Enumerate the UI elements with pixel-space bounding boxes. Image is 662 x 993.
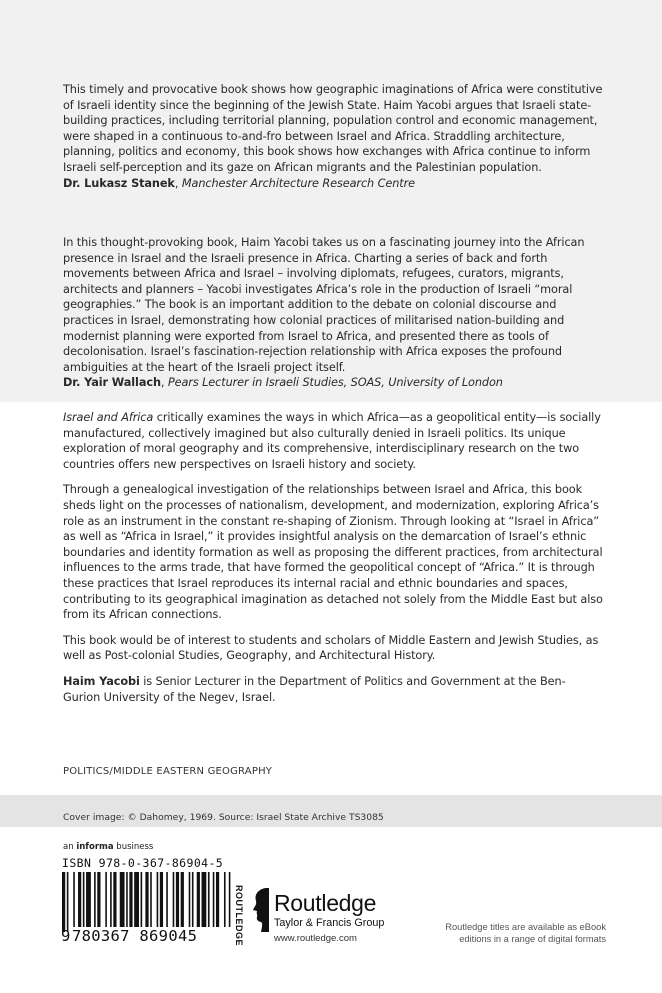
publisher-group: Taylor & Francis Group — [274, 917, 385, 929]
barcode-first-digit: 9 — [61, 927, 71, 945]
cover-credit: Cover image: © Dahomey, 1969. Source: Israel State Archive TS3085 — [63, 812, 384, 823]
description-paragraph-2: Through a genealogical investigation of the relationships between Israel and Africa, this book sheds light on the processes of nationalism, development, and modernization, exploring Africa’s role as an instrument in the constant re-shaping of Zionism. Through looking at “Israel in Africa” as well as “Africa in Israel,” it provides insightful analysis on the demarcation of Israel’s ethnic boundaries and identity formation as well as proposing the different practices, from architectural influences to the arms trade, that have formed the geopolitical concept of “Africa.” It is through these practices that Israel reproduces its internal racial and ethnic boundaries and spaces, contributing to its geographical imagination as detached not solely from the Middle East but also from its African connections. — [63, 483, 603, 622]
book-title: Israel and Africa — [63, 411, 154, 424]
publisher-name: Routledge — [274, 890, 377, 916]
description-paragraph-1: Israel and Africa critically examines the ways in which Africa—as a geopolitical entity—is socially manufactured, collectively imagined but also culturally denied in Israeli politics. Its unique exploration of moral geography and its comprehensive, interdisciplinary research on the two countries offers new perspectives on Israeli history and society. — [63, 411, 601, 471]
barcode — [62, 872, 232, 932]
endorsement-2-affiliation: Pears Lecturer in Israeli Studies, SOAS, University of London — [167, 376, 503, 390]
publisher-block — [274, 891, 384, 945]
author-bio: Haim Yacobi is Senior Lecturer in the Department of Politics and Government at the Ben-Gurion University of the Negev, Israel. — [63, 674, 566, 704]
endorsement-1-affiliation: Manchester Architecture Research Centre — [181, 176, 416, 190]
endorsement-1-text: This timely and provocative book shows how geographic imaginations of Africa were constitutive of Israeli identity since the beginning of the Jewish State. Haim Yacobi argues that Israeli state-building practices, including territorial planning, population control and economic management, were shaped in a continuous to-and-fro between Israel and Africa. Straddling architecture, planning, politics and economy, this book shows how exchanges with Africa continue to inform Israeli self-perception and its gaze on African migrants and the Palestinian population. — [63, 83, 603, 174]
subject-category: POLITICS/MIDDLE EASTERN GEOGRAPHY — [63, 766, 273, 777]
author-name: Haim Yacobi — [63, 674, 140, 688]
description-paragraph-3: This book would be of interest to students and scholars of Middle Eastern and Jewish Studies, as well as Post-colonial Studies, Geography, and Architectural History. — [63, 633, 599, 663]
informa-tagline: an informa business — [63, 842, 154, 852]
routledge-vertical-logo: ROUTLEDGE — [234, 885, 244, 947]
endorsement-1: This timely and provocative book shows how geographic imaginations of Africa were constitutive of Israeli identity since the beginning of the Jewish State. Haim Yacobi argues that Israeli state-building practices, including territorial planning, population control and economic management, were shaped in a continuous to-and-fro between Israel and Africa. Straddling architecture, planning, politics and economy, this book shows how exchanges with Africa continue to inform Israeli self-perception and its gaze on African migrants and the Palestinian population. Dr. Lukasz Stanek, Manchester Architecture Research Centre — [63, 83, 603, 190]
endorsement-2: In this thought-provoking book, Haim Yacobi takes us on a fascinating journey into the African presence in Israel and the Israeli presence in Africa. Charting a series of back and forth movements between Africa and Israel – involving diplomats, refugees, curators, migrants, architects and planners – Yacobi investigates Africa’s role in the production of Israeli “moral geographies.” The book is an important addition to the debate on colonial discourse and practices in Israel, demonstrating how colonial practices of militarised nation-building and modernist planning were exported from Israel to Africa, and presented there as tools of decolonisation. Israel’s fascination-rejection relationship with Africa exposes the profound ambiguities at the heart of the Israeli project itself. Dr. Yair Wallach, Pears Lecturer in Israeli Studies, SOAS, University of London — [63, 235, 603, 391]
barcode-digits: 780367 869045 — [72, 927, 234, 945]
endorsement-1-name: Dr. Lukasz Stanek — [63, 176, 175, 190]
book-description — [63, 410, 603, 705]
routledge-profile-logo-icon — [252, 887, 270, 933]
ebook-note: Routledge titles are available as eBook editions in a range of digital formats — [445, 922, 606, 944]
publisher-website: www.routledge.com — [274, 933, 357, 944]
endorsement-2-name: Dr. Yair Wallach — [63, 376, 161, 390]
endorsement-2-text: In this thought-provoking book, Haim Yacobi takes us on a fascinating journey into the African presence in Israel and the Israeli presence in Africa. Charting a series of back and forth movements between Africa and Israel – involving diplomats, refugees, curators, migrants, architects and planners – Yacobi investigates Africa’s role in the production of Israeli “moral geographies.” The book is an important addition to the debate on colonial discourse and practices in Israel, demonstrating how colonial practices of militarised nation-building and modernist planning were exported from Israel to Africa, and presented there as tools of decolonisation. Israel’s fascination-rejection relationship with Africa exposes the profound ambiguities at the heart of the Israeli project itself. — [63, 236, 585, 374]
isbn-label: ISBN 978-0-367-86904-5 — [62, 856, 224, 870]
